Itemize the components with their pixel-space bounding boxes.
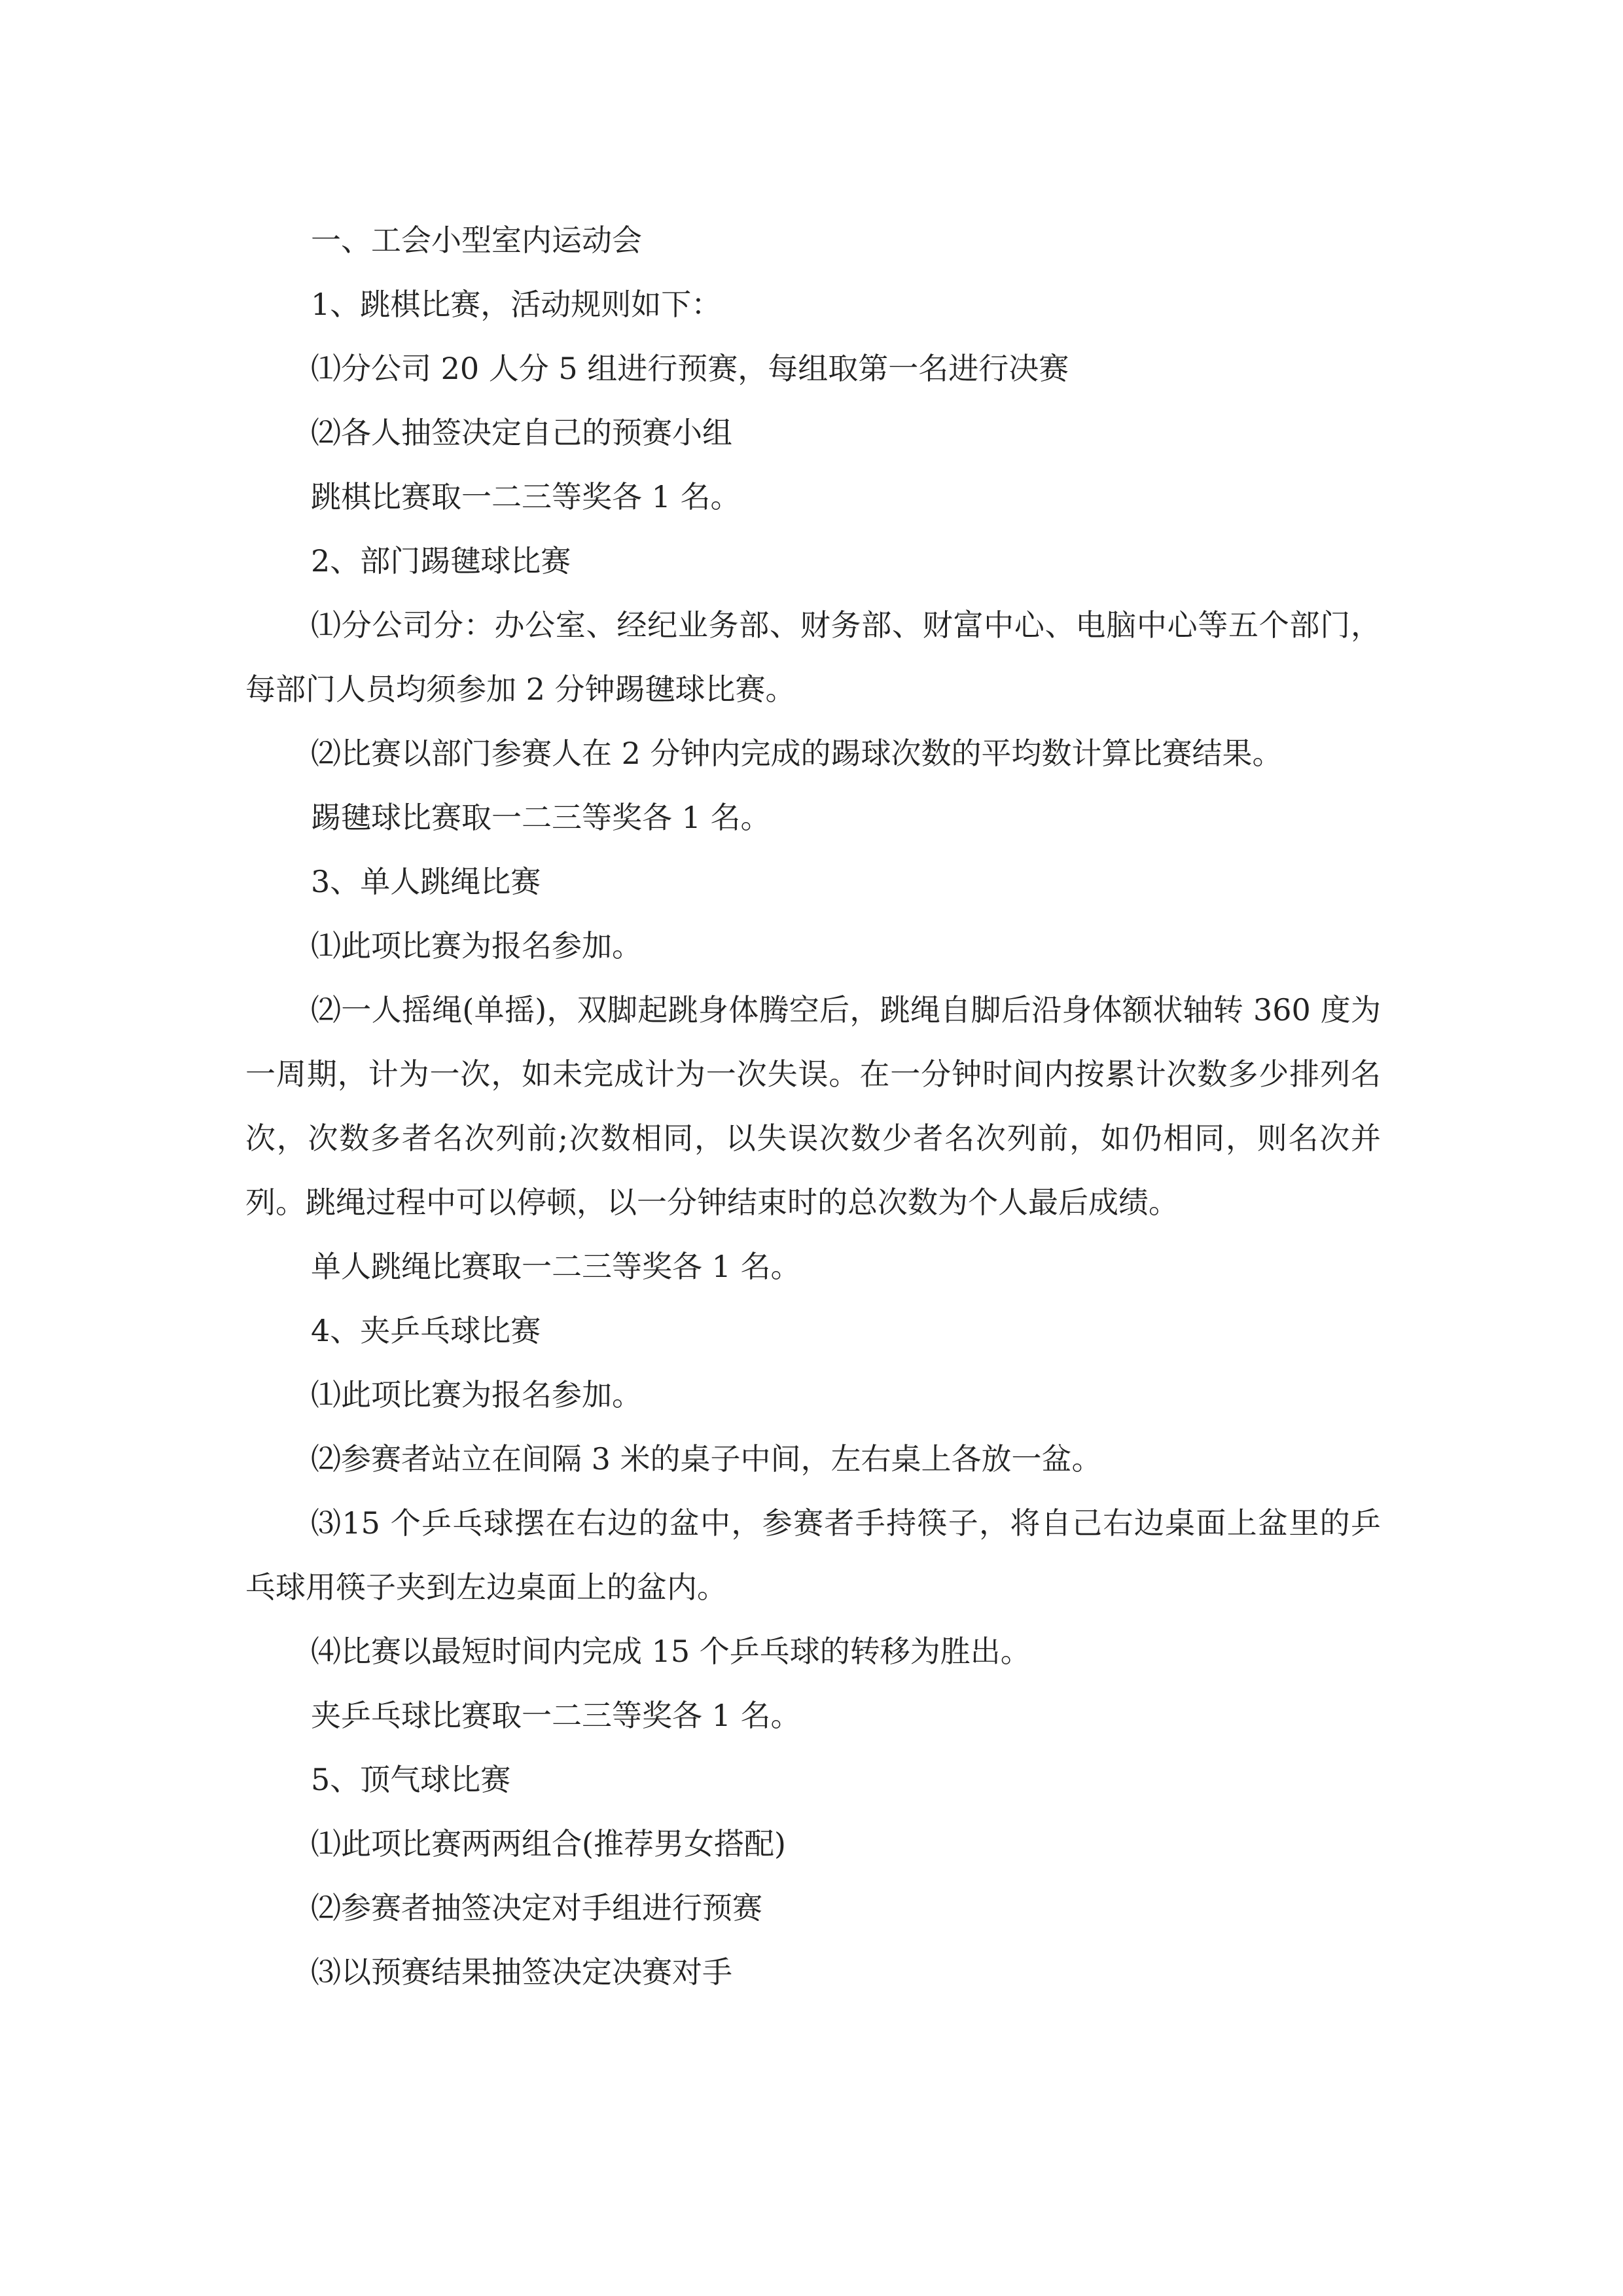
rule-item: ⑴此项比赛为报名参加。	[311, 928, 642, 963]
subsection-heading: 2、部门踢毽球比赛	[311, 543, 571, 579]
section-heading: 一、工会小型室内运动会	[311, 223, 642, 258]
rule-item: ⑵参赛者抽签决定对手组进行预赛	[311, 1890, 762, 1926]
document-body	[245, 208, 1381, 2004]
award-line: 单人跳绳比赛取一二三等奖各 1 名。	[311, 1249, 801, 1284]
rule-item: ⑶15 个乒乓球摆在右边的盆中，参赛者手持筷子，将自己右边桌面上盆里的乒乓球用筷子夹到左边桌面上的盆内。	[245, 1505, 1381, 1605]
rule-item: ⑶以预赛结果抽签决定决赛对手	[311, 1954, 732, 1990]
rule-item: ⑴分公司分：办公室、经纪业务部、财务部、财富中心、电脑中心等五个部门，每部门人员均须参加 2 分钟踢毽球比赛。	[245, 607, 1381, 707]
rule-item: ⑷比赛以最短时间内完成 15 个乒乓球的转移为胜出。	[311, 1634, 1031, 1669]
subsection-heading: 4、夹乒乓球比赛	[311, 1313, 541, 1348]
rule-item: ⑵各人抽签决定自己的预赛小组	[311, 415, 732, 450]
subsection-heading: 5、顶气球比赛	[311, 1762, 511, 1797]
award-line: 跳棋比赛取一二三等奖各 1 名。	[311, 479, 741, 514]
rule-item: ⑵参赛者站立在间隔 3 米的桌子中间，左右桌上各放一盆。	[311, 1441, 1102, 1477]
rule-item: ⑴分公司 20 人分 5 组进行预赛，每组取第一名进行决赛	[311, 351, 1069, 386]
rule-item: ⑵比赛以部门参赛人在 2 分钟内完成的踢球次数的平均数计算比赛结果。	[311, 736, 1283, 771]
rule-item: ⑴此项比赛两两组合(推荐男女搭配)	[311, 1826, 786, 1861]
rule-item: ⑵一人摇绳(单摇)，双脚起跳身体腾空后，跳绳自脚后沿身体额状轴转 360 度为一周期，计为一次，如未完成计为一次失误。在一分钟时间内按累计次数多少排列名次，次数多者名次列前;次数相同，以失误次数少者名次列前，如仍相同，则名次并列。跳绳过程中可以停顿，以一分钟结束时的总次数为个人最后成绩。	[245, 992, 1381, 1220]
award-line: 踢毽球比赛取一二三等奖各 1 名。	[311, 800, 771, 835]
award-line: 夹乒乓球比赛取一二三等奖各 1 名。	[311, 1698, 801, 1733]
subsection-heading: 3、单人跳绳比赛	[311, 864, 541, 899]
rule-item: ⑴此项比赛为报名参加。	[311, 1377, 642, 1412]
subsection-heading: 1、跳棋比赛，活动规则如下：	[311, 287, 722, 322]
